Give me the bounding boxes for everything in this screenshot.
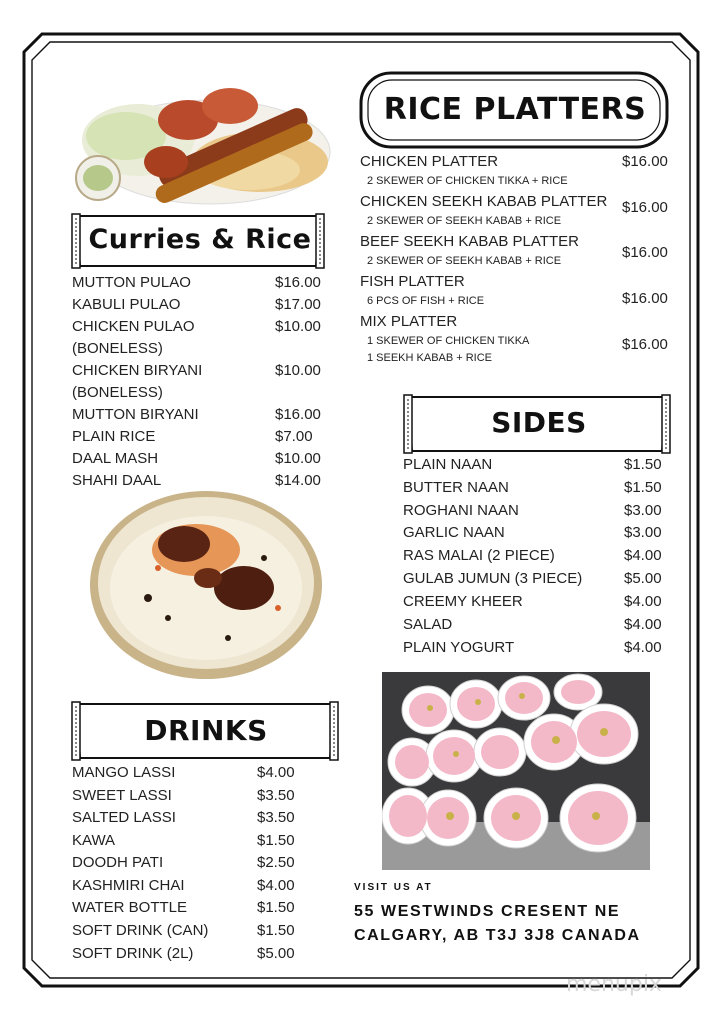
menu-item-name: DAAL MASH bbox=[72, 450, 159, 467]
menu-item-name: DOODH PATI bbox=[72, 854, 164, 871]
menu-item-name: RAS MALAI (2 PIECE) bbox=[403, 547, 555, 564]
watermark-logo: menupix bbox=[566, 972, 662, 997]
menu-item-name: SALAD bbox=[403, 616, 453, 633]
menu-item-price: $1.50 bbox=[257, 922, 295, 939]
menu-item-price: $2.50 bbox=[257, 854, 295, 871]
menu-item-price: $10.00 bbox=[275, 318, 321, 335]
menu-item-name: (BONELESS) bbox=[72, 384, 163, 401]
menu-item-name: SOFT DRINK (CAN) bbox=[72, 922, 209, 939]
menu-item-name: FISH PLATTER bbox=[360, 273, 465, 290]
address-line-2: CALGARY, AB T3J 3J8 CANADA bbox=[354, 927, 641, 944]
menu-item-name: ROGHANI NAAN bbox=[403, 502, 519, 519]
menu-item-name: BUTTER NAAN bbox=[403, 479, 509, 496]
menu-item-name: CHICKEN PULAO bbox=[72, 318, 195, 335]
menu-item-price: $3.00 bbox=[624, 524, 662, 541]
menu-item-price: $17.00 bbox=[275, 296, 321, 313]
menu-item-name: MUTTON PULAO bbox=[72, 274, 191, 291]
sides-title: SIDES bbox=[491, 406, 587, 439]
menu-item-name: KASHMIRI CHAI bbox=[72, 877, 185, 894]
menu-item-price: $1.50 bbox=[257, 899, 295, 916]
menu-item-description: 1 SEEKH KABAB + RICE bbox=[367, 352, 493, 364]
menu-item-name: CREEMY KHEER bbox=[403, 593, 523, 610]
menu-item-price: $14.00 bbox=[275, 472, 321, 489]
menu-item-name: CHICKEN PLATTER bbox=[360, 153, 499, 170]
menu-item-price: $16.00 bbox=[275, 406, 321, 423]
visit-label: VISIT US AT bbox=[354, 882, 433, 893]
menu-item-name: KAWA bbox=[72, 832, 116, 849]
menu-item-price: $4.00 bbox=[624, 547, 662, 564]
menu-item-price: $4.00 bbox=[624, 639, 662, 656]
menu-item-price: $4.00 bbox=[624, 593, 662, 610]
menu-item-price: $10.00 bbox=[275, 362, 321, 379]
menu-item-name: PLAIN RICE bbox=[72, 428, 156, 445]
menu-item-name: PLAIN NAAN bbox=[403, 456, 493, 473]
menu-item-price: $16.00 bbox=[622, 199, 668, 216]
ras-malai-photo bbox=[382, 672, 650, 870]
menu-item-description: 1 SKEWER OF CHICKEN TIKKA bbox=[367, 335, 530, 347]
menu-item-name: MIX PLATTER bbox=[360, 313, 458, 330]
menu-item-name: SWEET LASSI bbox=[72, 787, 172, 804]
kabab-platter-photo bbox=[70, 66, 332, 208]
menu-item-name: BEEF SEEKH KABAB PLATTER bbox=[360, 233, 579, 250]
menu-item-price: $16.00 bbox=[622, 153, 668, 170]
pulao-plate-photo bbox=[88, 488, 324, 682]
menu-item-name: GULAB JUMUN (3 PIECE) bbox=[403, 570, 583, 587]
menu-item-price: $5.00 bbox=[624, 570, 662, 587]
menu-item-price: $4.00 bbox=[624, 616, 662, 633]
menu-item-price: $4.00 bbox=[257, 764, 295, 781]
menu-item-description: 2 SKEWER OF CHICKEN TIKKA + RICE bbox=[367, 175, 568, 187]
menu-item-description: 2 SKEWER OF SEEKH KABAB + RICE bbox=[367, 215, 562, 227]
menu-item-name: SHAHI DAAL bbox=[72, 472, 162, 489]
menu-item-name: SOFT DRINK (2L) bbox=[72, 945, 194, 962]
menu-item-name: (BONELESS) bbox=[72, 340, 163, 357]
menu-item-price: $4.00 bbox=[257, 877, 295, 894]
menu-item-name: CHICKEN BIRYANI bbox=[72, 362, 203, 379]
menu-item-name: SALTED LASSI bbox=[72, 809, 176, 826]
menu-item-price: $3.50 bbox=[257, 809, 295, 826]
menu-item-name: PLAIN YOGURT bbox=[403, 639, 515, 656]
menu-item-name: MUTTON BIRYANI bbox=[72, 406, 199, 423]
menu-item-description: 2 SKEWER OF SEEKH KABAB + RICE bbox=[367, 255, 562, 267]
menu-item-price: $1.50 bbox=[624, 479, 662, 496]
menu-item-price: $1.50 bbox=[257, 832, 295, 849]
menu-item-name: KABULI PULAO bbox=[72, 296, 181, 313]
menu-item-price: $1.50 bbox=[624, 456, 662, 473]
menu-item-price: $16.00 bbox=[622, 290, 668, 307]
menu-item-name: WATER BOTTLE bbox=[72, 899, 188, 916]
menu-item-price: $16.00 bbox=[275, 274, 321, 291]
menu-item-price: $16.00 bbox=[622, 244, 668, 261]
menu-item-price: $7.00 bbox=[275, 428, 313, 445]
menu-item-price: $3.00 bbox=[624, 502, 662, 519]
menu-item-name: CHICKEN SEEKH KABAB PLATTER bbox=[360, 193, 608, 210]
menu-item-description: 6 PCS OF FISH + RICE bbox=[367, 295, 485, 307]
menu-item-price: $16.00 bbox=[622, 336, 668, 353]
address-line-1: 55 WESTWINDS CRESENT NE bbox=[354, 903, 621, 920]
menu-item-price: $10.00 bbox=[275, 450, 321, 467]
menu-item-name: MANGO LASSI bbox=[72, 764, 176, 781]
menu-item-name: GARLIC NAAN bbox=[403, 524, 505, 541]
platters-title: RICE PLATTERS bbox=[383, 92, 647, 127]
menu-item-price: $3.50 bbox=[257, 787, 295, 804]
drinks-title: DRINKS bbox=[144, 714, 268, 747]
menu-item-price: $5.00 bbox=[257, 945, 295, 962]
curries-title: Curries & Rice bbox=[88, 224, 312, 255]
